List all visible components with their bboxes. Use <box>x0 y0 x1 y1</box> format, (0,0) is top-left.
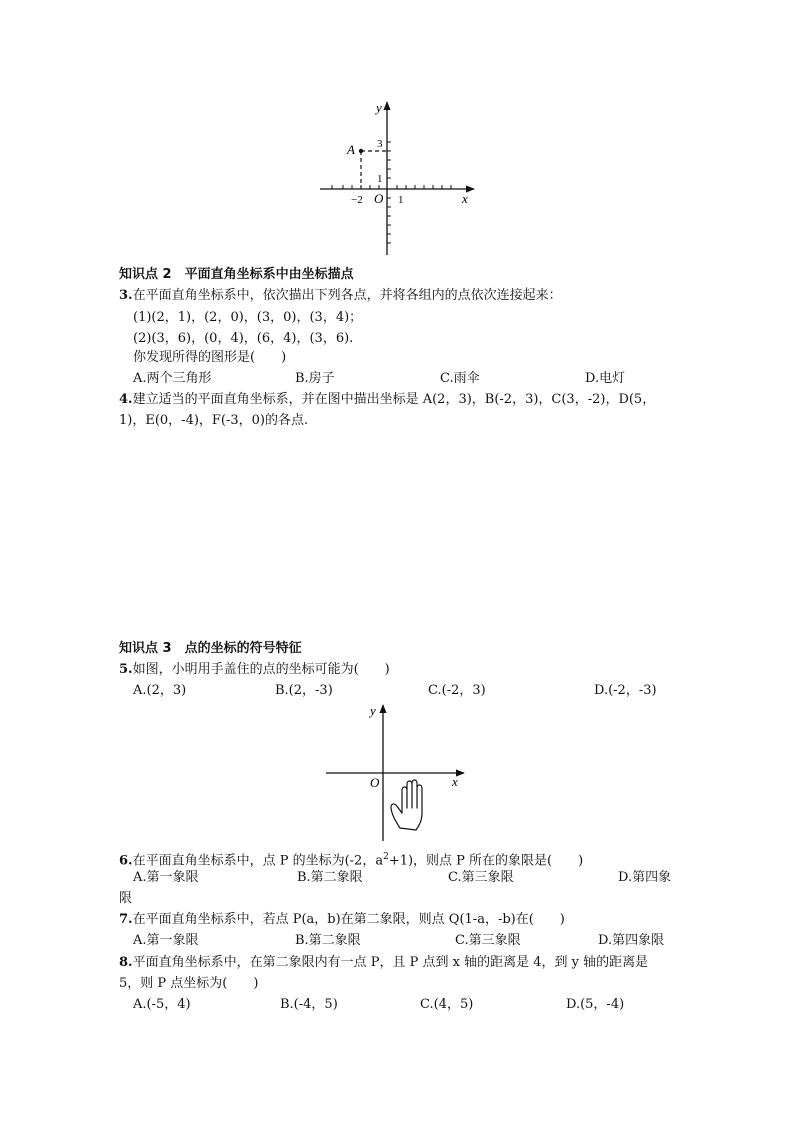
origin-label: O <box>370 775 380 790</box>
question-number: 8. <box>119 955 133 970</box>
option-a: A.第一象限 <box>133 933 199 948</box>
option-b: B.(2，-3) <box>275 683 333 698</box>
question-8 <box>119 954 648 972</box>
option-d: D.(5，-4) <box>566 997 625 1012</box>
option-d: D.电灯 <box>585 371 626 386</box>
y-axis-label: y <box>376 100 382 115</box>
question-number: 5. <box>119 662 133 677</box>
x-axis-label: x <box>462 191 468 206</box>
question-text: 建立适当的平面直角坐标系，并在图中描出坐标是 A(2，3)，B(-2，3)，C(3，-2)，D(5， <box>132 392 656 407</box>
y-tick-1: 1 <box>377 173 383 185</box>
question-text: 如图，小明用手盖住的点的坐标可能为( ) <box>132 662 390 677</box>
question-text: 在平面直角坐标系中，点 P 的坐标为(-2，a <box>132 853 384 869</box>
y-tick-3: 3 <box>377 138 383 150</box>
question-number: 3. <box>119 288 133 303</box>
option-b: B.第二象限 <box>297 870 363 885</box>
option-a: A.第一象限 <box>133 870 199 885</box>
option-a: A.(2，3) <box>133 683 187 698</box>
y-axis-label: y <box>370 703 376 718</box>
option-a: A.(-5，4) <box>133 997 191 1012</box>
hand-icon <box>391 780 422 830</box>
x-tick-1: 1 <box>398 194 404 206</box>
option-d-wrap: 限 <box>119 891 133 906</box>
option-c: C.(-2，3) <box>428 683 486 698</box>
q3-group-2: (2)(3，6)，(0，4)，(6，4)，(3，6). <box>133 331 354 346</box>
option-b: B.(-4，5) <box>280 997 338 1012</box>
question-6 <box>119 848 583 870</box>
option-d: D.第四象 <box>618 870 672 885</box>
option-a: A.两个三角形 <box>133 371 212 386</box>
question-text-end: +1)，则点 P 所在的象限是( ) <box>388 853 584 869</box>
option-c: C.第三象限 <box>455 933 521 948</box>
section-title-2: 知识点 2 平面直角坐标系中由坐标描点 <box>119 267 354 282</box>
section-title-3: 知识点 3 点的坐标的符号特征 <box>119 641 302 656</box>
dashed-guides <box>361 151 387 189</box>
question-number: 6. <box>119 853 133 869</box>
axis-ticks <box>332 142 451 243</box>
x-tick-neg2: −2 <box>351 194 363 206</box>
superscript: 2 <box>383 852 389 862</box>
question-8-continued: 5，则 P 点坐标为( ) <box>119 976 259 991</box>
question-3 <box>119 287 562 305</box>
question-4 <box>119 391 655 409</box>
option-c: C.第三象限 <box>448 870 514 885</box>
option-d: D.(-2，-3) <box>594 683 657 698</box>
origin-label: O <box>374 191 384 206</box>
question-4-continued: 1)，E(0，-4)，F(-3，0)的各点. <box>119 413 309 428</box>
x-axis-label: x <box>452 774 458 789</box>
point-a-label: A <box>347 142 355 157</box>
question-7 <box>119 911 565 929</box>
q3-ask: 你发现所得的图形是( ) <box>133 350 287 365</box>
question-number: 4. <box>119 392 133 407</box>
option-b: B.第二象限 <box>295 933 361 948</box>
question-number: 7. <box>119 912 133 927</box>
question-5 <box>119 661 390 679</box>
option-d: D.第四象限 <box>598 933 665 948</box>
question-text: 平面直角坐标系中，在第二象限内有一点 P，且 P 点到 x 轴的距离是 4，到 y 轴的距离是 <box>132 955 649 970</box>
option-b: B.房子 <box>295 371 335 386</box>
figure-hand <box>320 700 470 844</box>
question-text: 在平面直角坐标系中，若点 P(a，b)在第二象限，则点 Q(1-a，-b)在( ) <box>132 912 565 927</box>
option-c: C.雨伞 <box>440 371 480 386</box>
point-a <box>359 149 363 153</box>
question-text: 在平面直角坐标系中，依次描出下列各点，并将各组内的点依次连接起来： <box>132 288 562 303</box>
figure-point-a <box>310 98 490 258</box>
option-c: C.(4，5) <box>420 997 474 1012</box>
q3-group-1: (1)(2，1)，(2，0)，(3，0)，(3，4)； <box>133 310 363 325</box>
